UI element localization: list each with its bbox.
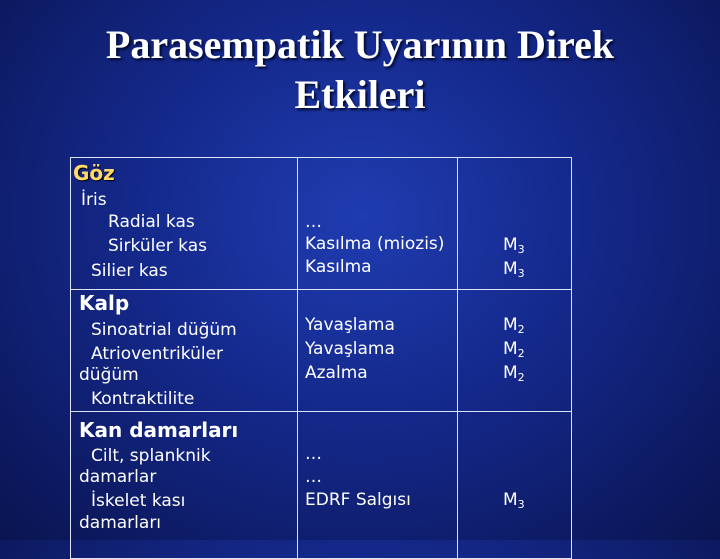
item-iskelet-kasi-1: İskelet kası <box>91 491 186 511</box>
item-iris: İris <box>81 190 107 210</box>
effect-goz-2: Kasılma (miozis) <box>305 234 445 254</box>
receptor-kan-1: $M_3$ <box>503 490 525 511</box>
item-sinoatrial: Sinoatrial düğüm <box>91 320 237 340</box>
item-radial-kas: Radial kas <box>108 212 195 232</box>
effect-kalp-2: Yavaşlama <box>305 339 395 359</box>
receptor-kalp-2: $M_2$ <box>503 339 525 360</box>
title-line-1: Parasempatik Uyarının Direk <box>105 22 615 67</box>
row-divider-2 <box>71 411 571 412</box>
page-title <box>0 20 720 120</box>
effect-kalp-1: Yavaşlama <box>305 315 395 335</box>
section-heading-goz: Göz <box>73 161 115 185</box>
receptor-kalp-3: $M_2$ <box>503 363 525 384</box>
item-kontraktilite: Kontraktilite <box>91 389 195 409</box>
receptor-goz-2: $M_3$ <box>503 259 525 280</box>
effects-table <box>70 157 572 559</box>
effect-kan-2: … <box>305 467 322 487</box>
column-divider-2 <box>457 158 458 558</box>
receptor-kalp-1: $M_2$ <box>503 315 525 336</box>
item-atrioventrikuler-2: düğüm <box>79 365 139 385</box>
item-cilt-splanknik-2: damarlar <box>79 467 157 487</box>
item-atrioventrikuler-1: Atrioventriküler <box>91 344 224 364</box>
effect-kan-3: EDRF Salgısı <box>305 490 411 510</box>
column-divider-1 <box>297 158 298 558</box>
item-silier-kas: Silier kas <box>91 261 168 281</box>
item-iskelet-kasi-2: damarları <box>79 513 162 533</box>
receptor-goz-1: $M_3$ <box>503 235 525 256</box>
effect-goz-1: … <box>305 212 322 232</box>
effect-kan-1: … <box>305 444 322 464</box>
effect-kalp-3: Azalma <box>305 363 368 383</box>
title-line-2: Etkileri <box>294 72 426 117</box>
section-heading-kan-damarlari: Kan damarları <box>79 418 239 442</box>
effect-goz-3: Kasılma <box>305 257 372 277</box>
section-heading-kalp: Kalp <box>79 291 130 315</box>
row-divider-1 <box>71 289 571 290</box>
item-cilt-splanknik-1: Cilt, splanknik <box>91 446 211 466</box>
item-sirkuler-kas: Sirküler kas <box>108 236 207 256</box>
